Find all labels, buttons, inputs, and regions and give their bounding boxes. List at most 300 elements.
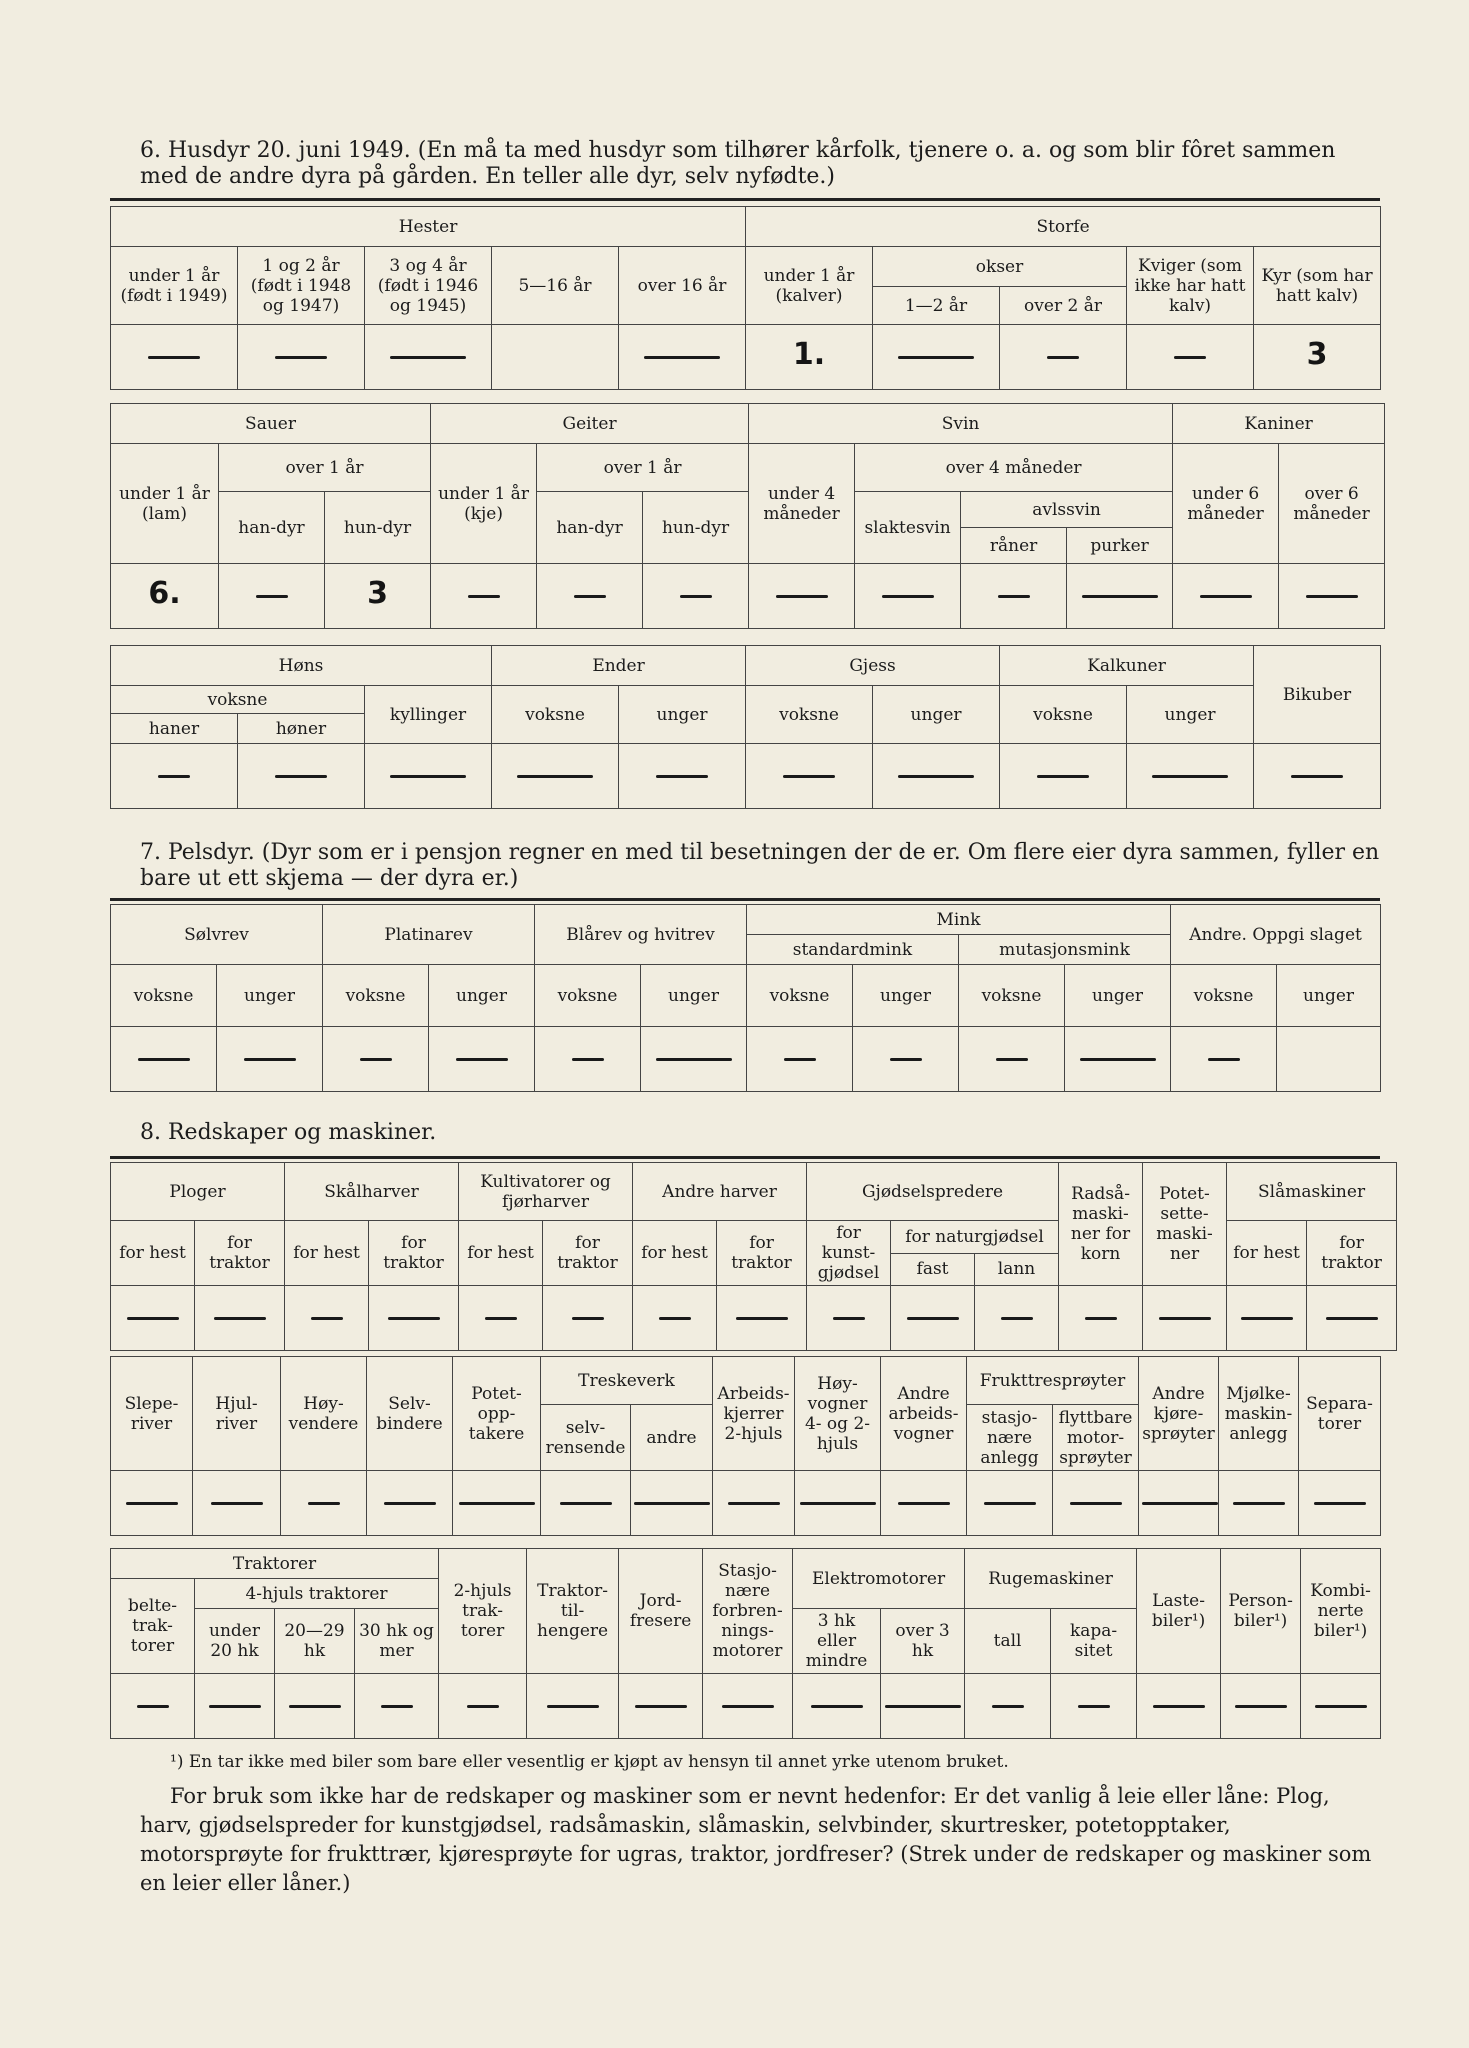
dash-mark [1037,775,1089,778]
arbeidskjerrer-header: Arbeids-kjerrer 2-hjuls [713,1357,795,1471]
dash-mark [214,1317,266,1320]
dash-mark [360,1058,392,1061]
dash-mark [384,1502,436,1505]
entry-cell[interactable] [527,1674,619,1739]
entry-cell[interactable] [111,564,219,629]
dash-mark [308,1502,340,1505]
sau-hundyr: hun-dyr [325,492,431,564]
hjulriver-header: Hjul-river [193,1357,281,1471]
hester-over16: over 16 år [619,247,746,325]
entry-cell[interactable] [111,1471,193,1536]
entry-cell[interactable] [643,564,749,629]
avlssvin: avlssvin [961,492,1173,528]
entry-cell[interactable] [631,1471,713,1536]
entry-cell[interactable] [881,1674,965,1739]
dash-mark [1291,775,1343,778]
sau-handyr: han-dyr [219,492,325,564]
dash-mark [800,1502,876,1505]
slepe-header: Slepe-river [111,1357,193,1471]
table-sauer-geiter-svin-kaniner [110,403,1385,629]
hons-header: Høns [111,646,492,686]
dash-mark [275,356,327,359]
entry-cell[interactable] [747,1027,853,1092]
andre-voksne: voksne [1171,965,1277,1027]
dash-mark [1078,1705,1110,1708]
standardmink: standardmink [747,935,959,965]
kultivatorer-header: Kultivatorer og fjørharver [459,1163,633,1221]
dash-mark [467,1705,499,1708]
section-rule [110,198,1380,201]
dash-mark [882,595,934,598]
ender-unger: unger [619,686,746,744]
dash-mark [656,775,708,778]
potetsettemaskiner-header: Potet-sette-maski-ner [1143,1163,1227,1286]
entry-cell[interactable] [492,325,619,390]
haner: haner [111,714,238,744]
entry-cell[interactable] [1301,1674,1381,1739]
entry-cell[interactable] [967,1471,1053,1536]
entry-cell[interactable] [873,744,1000,809]
dash-mark [890,1058,922,1061]
ruge-kapasitet: kapa-sitet [1051,1609,1137,1674]
treskeverk-header: Treskeverk [541,1357,713,1405]
dash-mark [1241,1317,1293,1320]
entry-cell[interactable] [1299,1471,1381,1536]
entry-cell[interactable] [355,1674,439,1739]
entry-cell[interactable] [1139,1471,1219,1536]
table-redskaper-1 [110,1162,1397,1351]
okser-header: okser [873,247,1127,287]
entry-cell[interactable] [807,1286,891,1351]
dash-mark [1001,1317,1033,1320]
geit-under1: under 1 år (kje) [431,444,537,564]
entry-cell[interactable] [703,1674,793,1739]
kunstgjodsel: for kunst-gjødsel [807,1221,891,1286]
traktor-20-29: 20—29 hk [275,1609,355,1674]
entry-cell[interactable] [1065,1027,1171,1092]
kalkuner-unger: unger [1127,686,1254,744]
naturgjodsel-lann: lann [975,1253,1059,1286]
entry-cell[interactable] [275,1674,355,1739]
naturgjodsel-fast: fast [891,1253,975,1286]
entry-cell[interactable] [746,744,873,809]
ploger-header: Ploger [111,1163,285,1221]
dash-mark [158,775,190,778]
flyttbare-motorsproyter: flyttbare motor-sprøyter [1053,1405,1139,1471]
geit-handyr: han-dyr [537,492,643,564]
dash-mark [783,775,835,778]
entry-cell[interactable] [1254,325,1381,390]
firehjuls-traktorer-header: 4-hjuls traktorer [195,1579,439,1609]
entry-cell[interactable] [238,744,365,809]
entry-cell[interactable] [1000,325,1127,390]
ender-header: Ender [492,646,746,686]
hester-3og4: 3 og 4 år (født i 1946 og 1945) [365,247,492,325]
dash-mark [244,1058,296,1061]
entry-cell[interactable] [219,564,325,629]
andre-unger: unger [1277,965,1381,1027]
entry-cell[interactable] [1171,1027,1277,1092]
entry-cell[interactable] [431,564,537,629]
andre-arbeidsvogner-header: Andre arbeids-vogner [881,1357,967,1471]
handwritten-count: 3 [1306,337,1328,372]
dash-mark [1233,1502,1285,1505]
table-redskaper-3 [110,1548,1381,1739]
entry-cell[interactable] [619,325,746,390]
platinarev-unger: unger [429,965,535,1027]
table-hester-storfe [110,206,1381,390]
rugemaskiner-header: Rugemaskiner [965,1549,1137,1609]
entry-cell[interactable] [193,1471,281,1536]
dash-mark [517,775,593,778]
sau-under1: under 1 år (lam) [111,444,219,564]
entry-cell[interactable] [111,744,238,809]
dash-mark [635,1705,687,1708]
traktor-under20: under 20 hk [195,1609,275,1674]
entry-cell[interactable] [365,744,492,809]
dash-mark [1085,1317,1117,1320]
storfe-under1: under 1 år (kalver) [746,247,873,325]
hester-header: Hester [111,207,746,247]
handwritten-count: 6. [148,576,181,611]
dash-mark [289,1705,341,1708]
svin-over4: over 4 måneder [855,444,1173,492]
andre-harver-header: Andre harver [633,1163,807,1221]
hester-under1: under 1 år (født i 1949) [111,247,238,325]
table-fjaerfe [110,645,1381,809]
entry-cell[interactable] [795,1471,881,1536]
dash-mark [275,775,327,778]
elektro-3hk: 3 hk eller mindre [793,1609,881,1674]
entry-cell[interactable] [965,1674,1051,1739]
dash-mark [898,1502,950,1505]
geiter-header: Geiter [431,404,749,444]
entry-cell[interactable] [1173,564,1279,629]
entry-cell[interactable] [111,1674,195,1739]
entry-cell[interactable] [853,1027,959,1092]
stasjonaere-motorer-header: Stasjo-nære forbren-nings-motorer [703,1549,793,1674]
entry-cell[interactable] [1051,1674,1137,1739]
standardmink-unger: unger [853,965,959,1027]
entry-cell[interactable] [1000,744,1127,809]
dash-mark [1306,595,1358,598]
dash-mark [485,1317,517,1320]
dash-mark [137,1705,169,1708]
dash-mark [1082,595,1158,598]
footnote: ¹) En tar ikke med biler som bare eller vesentlig er kjøpt av hensyn til annet yrke utenom bruket. [170,1752,1009,1772]
hoyvendere-header: Høy-vendere [281,1357,367,1471]
entry-cell[interactable] [238,325,365,390]
kalkuner-voksne: voksne [1000,686,1127,744]
entry-cell[interactable] [453,1471,541,1536]
radsamaskiner-header: Radså-maski-ner for korn [1059,1163,1143,1286]
lastebiler-header: Laste-biler¹) [1137,1549,1221,1674]
entry-cell[interactable] [325,564,431,629]
andre-pelsdyr-header: Andre. Oppgi slaget [1171,905,1381,965]
dash-mark [907,1317,959,1320]
dash-mark [381,1705,413,1708]
geit-hundyr: hun-dyr [643,492,749,564]
mutasjonsmink: mutasjonsmink [959,935,1171,965]
section-8-heading: 8. Redskaper og maskiner. [140,1120,437,1145]
elektromotorer-header: Elektromotorer [793,1549,965,1609]
gjess-header: Gjess [746,646,1000,686]
entry-cell[interactable] [281,1471,367,1536]
entry-cell[interactable] [365,325,492,390]
dash-mark [1142,1502,1218,1505]
kyllinger: kyllinger [365,686,492,744]
entry-cell[interactable] [873,325,1000,390]
dash-mark [127,1317,179,1320]
entry-cell[interactable] [217,1027,323,1092]
purker: purker [1067,528,1173,564]
entry-cell[interactable] [111,1286,195,1351]
dash-mark [1080,1058,1156,1061]
entry-cell[interactable] [749,564,855,629]
dash-mark [984,1502,1036,1505]
harver-traktor: for traktor [717,1221,807,1286]
potetopptakere-header: Potet-opp-takere [453,1357,541,1471]
table-redskaper-2 [110,1356,1381,1536]
slaktesvin: slaktesvin [855,492,961,564]
section-7-heading: 7. Pelsdyr. (Dyr som er i pensjon regner en med til besetningen der de er. Om flere eier dyra sammen, fyller en bare ut ett skjema — der dyra er.) [140,840,1380,891]
dash-mark [1315,1705,1367,1708]
entry-cell[interactable] [633,1286,717,1351]
kombinerte-biler-header: Kombi-nerte biler¹) [1301,1549,1381,1674]
honer: høner [238,714,365,744]
dash-mark [776,595,828,598]
platinarev-voksne: voksne [323,965,429,1027]
raner: råner [961,528,1067,564]
skalharver-hest: for hest [285,1221,369,1286]
dash-mark [1152,775,1228,778]
entry-cell[interactable] [1279,564,1385,629]
separatorer-header: Separa-torer [1299,1357,1381,1471]
kultivatorer-hest: for hest [459,1221,543,1286]
dash-mark [833,1317,865,1320]
dash-mark [459,1502,535,1505]
andre-kjoresproyter-header: Andre kjøre-sprøyter [1139,1357,1219,1471]
dash-mark [572,1317,604,1320]
entry-cell[interactable] [195,1674,275,1739]
dash-mark [1314,1502,1366,1505]
harver-hest: for hest [633,1221,717,1286]
geit-over1: over 1 år [537,444,749,492]
entry-cell[interactable] [367,1471,453,1536]
gjess-voksne: voksne [746,686,873,744]
dash-mark [390,775,466,778]
beltetraktorer-header: belte-trak-torer [111,1579,195,1674]
solvrev-unger: unger [217,965,323,1027]
kaniner-over6: over 6 måneder [1279,444,1385,564]
entry-cell[interactable] [1059,1286,1143,1351]
dash-mark [1070,1502,1122,1505]
entry-cell[interactable] [793,1674,881,1739]
kaniner-header: Kaniner [1173,404,1385,444]
dash-mark [1159,1317,1211,1320]
entry-cell[interactable] [537,564,643,629]
entry-cell[interactable] [1277,1027,1381,1092]
dash-mark [574,595,606,598]
entry-cell[interactable] [641,1027,747,1092]
ploger-traktor: for traktor [195,1221,285,1286]
section-6-heading: 6. Husdyr 20. juni 1949. (En må ta med husdyr som tilhører kårfolk, tjenere o. a. og som blir fôret sammen med de andre dyra på gården. En teller alle dyr, selv nyfødte.) [140,138,1336,189]
kultivatorer-traktor: for traktor [543,1221,633,1286]
entry-cell[interactable] [1221,1674,1301,1739]
kaniner-under6: under 6 måneder [1173,444,1279,564]
slamaskin-traktor: for traktor [1307,1221,1397,1286]
entry-cell[interactable] [1307,1286,1397,1351]
entry-cell[interactable] [1143,1286,1227,1351]
entry-cell[interactable] [1219,1471,1299,1536]
tohjuls-traktorer-header: 2-hjuls trak-torer [439,1549,527,1674]
dash-mark [148,356,200,359]
entry-cell[interactable] [1127,744,1254,809]
dash-mark [644,356,720,359]
treskeverk-selvrensende: selv-rensende [541,1405,631,1471]
entry-cell[interactable] [369,1286,459,1351]
entry-cell[interactable] [195,1286,285,1351]
entry-cell[interactable] [439,1674,527,1739]
mink-header: Mink [747,905,1171,935]
dash-mark [634,1502,710,1505]
entry-cell[interactable] [746,325,873,390]
dash-mark [811,1705,863,1708]
svin-header: Svin [749,404,1173,444]
blarev-voksne: voksne [535,965,641,1027]
elektro-over3: over 3 hk [881,1609,965,1674]
dash-mark [1235,1705,1287,1708]
entry-cell[interactable] [543,1286,633,1351]
mutasjonsmink-voksne: voksne [959,965,1065,1027]
dash-mark [209,1705,261,1708]
dash-mark [722,1705,774,1708]
selvbindere-header: Selv-bindere [367,1357,453,1471]
mutasjonsmink-unger: unger [1065,965,1171,1027]
svin-under4: under 4 måneder [749,444,855,564]
slamaskin-hest: for hest [1227,1221,1307,1286]
entry-cell[interactable] [541,1471,631,1536]
naturgjodsel: for naturgjødsel [891,1221,1059,1254]
entry-cell[interactable] [717,1286,807,1351]
handwritten-count: 1. [792,337,826,372]
entry-cell[interactable] [961,564,1067,629]
entry-cell[interactable] [855,564,961,629]
kyr-header: Kyr (som har hatt kalv) [1254,247,1381,325]
traktorer-header: Traktorer [111,1549,439,1579]
kviger-header: Kviger (som ikke har hatt kalv) [1127,247,1254,325]
dash-mark [1326,1317,1378,1320]
frukttresproyter-header: Frukttresprøyter [967,1357,1139,1405]
hoyvogner-header: Høy-vogner 4- og 2-hjuls [795,1357,881,1471]
hester-5-16: 5—16 år [492,247,619,325]
dash-mark [311,1317,343,1320]
handwritten-count: 3 [367,576,388,611]
ploger-hest: for hest [111,1221,195,1286]
entry-cell[interactable] [1227,1286,1307,1351]
entry-cell[interactable] [1127,325,1254,390]
dash-mark [390,356,466,359]
dash-mark [659,1317,691,1320]
personbiler-header: Person-biler¹) [1221,1549,1301,1674]
skalharver-header: Skålharver [285,1163,459,1221]
entry-cell[interactable] [1137,1674,1221,1739]
entry-cell[interactable] [429,1027,535,1092]
dash-mark [126,1502,178,1505]
dash-mark [728,1502,780,1505]
kalkuner-header: Kalkuner [1000,646,1254,686]
dash-mark [736,1317,788,1320]
dash-mark [1153,1705,1205,1708]
okser-1-2: 1—2 år [873,287,1000,325]
table-pelsdyr [110,904,1381,1092]
dash-mark [1047,356,1079,359]
dash-mark [547,1705,599,1708]
dash-mark [1208,1058,1240,1061]
traktortilhengere-header: Traktor-til-hengere [527,1549,619,1674]
platinarev-header: Platinarev [323,905,535,965]
gjess-unger: unger [873,686,1000,744]
blarev-unger: unger [641,965,747,1027]
entry-cell[interactable] [619,1674,703,1739]
dash-mark [1200,595,1252,598]
entry-cell[interactable] [111,325,238,390]
solvrev-header: Sølvrev [111,905,323,965]
jordfresere-header: Jord-fresere [619,1549,703,1674]
entry-cell[interactable] [285,1286,369,1351]
bikuber-header: Bikuber [1254,646,1381,744]
dash-mark [572,1058,604,1061]
ender-voksne: voksne [492,686,619,744]
entry-cell[interactable] [459,1286,543,1351]
entry-cell[interactable] [535,1027,641,1092]
stasjonaere-anlegg: stasjo-nære anlegg [967,1405,1053,1471]
traktor-30: 30 hk og mer [355,1609,439,1674]
entry-cell[interactable] [1053,1471,1139,1536]
entry-cell[interactable] [713,1471,795,1536]
blarev-header: Blårev og hvitrev [535,905,747,965]
entry-cell[interactable] [619,744,746,809]
entry-cell[interactable] [111,1027,217,1092]
entry-cell[interactable] [975,1286,1059,1351]
sau-over1: over 1 år [219,444,431,492]
entry-cell[interactable] [881,1471,967,1536]
entry-cell[interactable] [1067,564,1173,629]
dash-mark [468,595,500,598]
storfe-header: Storfe [746,207,1381,247]
dash-mark [998,595,1030,598]
entry-cell[interactable] [891,1286,975,1351]
dash-mark [560,1502,612,1505]
dash-mark [456,1058,508,1061]
solvrev-voksne: voksne [111,965,217,1027]
dash-mark [656,1058,732,1061]
entry-cell[interactable] [323,1027,429,1092]
gjodselspredere-header: Gjødselspredere [807,1163,1059,1221]
dash-mark [680,595,712,598]
entry-cell[interactable] [1254,744,1381,809]
entry-cell[interactable] [492,744,619,809]
dash-mark [138,1058,190,1061]
hons-voksne: voksne [111,686,365,714]
treskeverk-andre: andre [631,1405,713,1471]
dash-mark [388,1317,440,1320]
dash-mark [1174,356,1206,359]
section-rule [110,1156,1380,1159]
entry-cell[interactable] [959,1027,1065,1092]
hester-1og2: 1 og 2 år (født i 1948 og 1947) [238,247,365,325]
dash-mark [992,1705,1024,1708]
